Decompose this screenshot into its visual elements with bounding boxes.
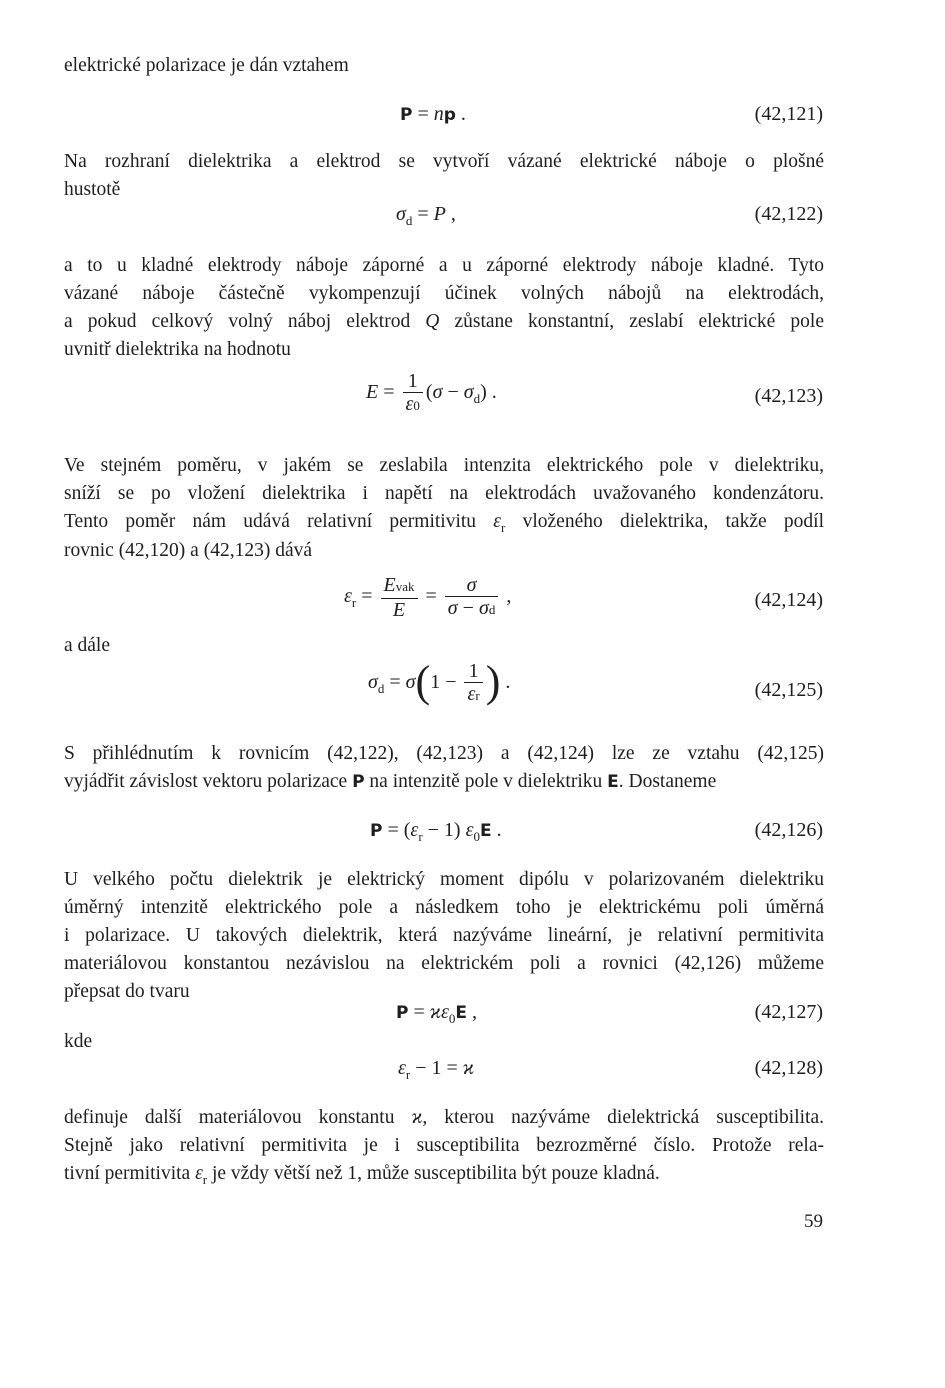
- text-line: tivní permitivita $\varepsilon_r$ je vždy větší než 1, může susceptibilita být pouze kladná.: [64, 1163, 660, 1187]
- equation-body: $\sigma_d = \sigma(1$ − $\frac{1}{\varepsilon r}$ ) .: [368, 656, 511, 706]
- equation-42-124: [0, 574, 945, 634]
- paragraph-text: elektrické polarizace je dán vztahem: [64, 55, 349, 76]
- text-line: U velkého počtu dielektrik je elektrický moment dipólu v polarizovaném dielektriku: [64, 869, 824, 890]
- text-line: úměrný intenzitě elektrického pole a následkem toho je elektrickému poli úměrná: [64, 897, 824, 918]
- paragraph-8: [64, 1028, 824, 1056]
- text-line: Na rozhraní dielektrika a elektrod se vytvoří vázané elektrické náboje o plošné: [64, 151, 824, 172]
- text-line: Tento poměr nám udává relativní permitivitu $\varepsilon_r$ vloženého dielektrika, takže podíl: [64, 511, 824, 535]
- text-line: hustotě: [64, 179, 121, 200]
- text-line: uvnitř dielektrika na hodnotu: [64, 339, 291, 360]
- equation-number: (42,125): [754, 679, 823, 701]
- paragraph-3: [64, 252, 824, 364]
- equation-42-128: [0, 1054, 945, 1094]
- equation-body: $P = ϰ\varepsilon_0E$ ,: [396, 1001, 477, 1026]
- paragraph-9: [64, 1104, 824, 1189]
- equation-number: (42,124): [754, 589, 823, 611]
- equation-number: (42,128): [754, 1057, 823, 1079]
- text-line: sníží se po vložení dielektrika i napětí na elektrodách uvažovaného kondenzátoru.: [64, 483, 824, 504]
- paragraph-4: [64, 452, 824, 565]
- paragraph-7: [64, 866, 824, 1006]
- equation-42-122: [0, 200, 945, 240]
- text-line: definuje další materiálovou konstantu ϰ, kterou nazýváme dielektrická susceptibilita.: [64, 1107, 824, 1128]
- paragraph-text: a dále: [64, 635, 111, 656]
- paragraph-6: [64, 740, 824, 796]
- text-line: rovnic (42,120) a (42,123) dává: [64, 540, 313, 561]
- equation-number: (42,121): [754, 103, 823, 125]
- text-line: a pokud celkový volný náboj elektrod Q zůstane konstantní, zeslabí elektrické pole: [64, 311, 824, 332]
- equation-42-126: [0, 816, 945, 856]
- paragraph-text: kde: [64, 1031, 93, 1052]
- page-number: 59: [804, 1211, 823, 1232]
- text-line: vyjádřit závislost vektoru polarizace P na intenzitě pole v dielektriku E. Dostaneme: [64, 771, 717, 792]
- text-line: S přihlédnutím k rovnicím (42,122), (42,123) a (42,124) lze ze vztahu (42,125): [64, 743, 824, 764]
- equation-42-123: [0, 370, 945, 430]
- text-line: vázané náboje částečně vykompenzují účinek volných nábojů na elektrodách,: [64, 283, 824, 304]
- equation-body: E = $\frac{1}{\varepsilon 0}$ $(\sigma - \sigma_d)$ .: [366, 370, 497, 415]
- equation-number: (42,122): [754, 203, 823, 225]
- text-line: a to u kladné elektrody náboje záporné a u záporné elektrody náboje kladné. Tyto: [64, 255, 824, 276]
- paragraph-5: [64, 632, 824, 660]
- text-line: materiálovou konstantou nezávislou na elektrickém poli a rovnici (42,126) můžeme: [64, 953, 824, 974]
- text-line: Ve stejném poměru, v jakém se zeslabila intenzita elektrického pole v dielektriku,: [64, 455, 824, 476]
- equation-number: (42,123): [754, 385, 823, 407]
- equation-body: P = np .: [400, 103, 466, 125]
- text-line: i polarizace. U takových dielektrik, která nazýváme lineární, je relativní permitivita: [64, 925, 824, 946]
- text-line: přepsat do tvaru: [64, 981, 190, 1002]
- paragraph-1: [64, 52, 824, 80]
- equation-number: (42,127): [754, 1001, 823, 1023]
- equation-body: $\varepsilon_r - 1 = ϰ$: [398, 1057, 475, 1082]
- equation-body: $P = (\varepsilon_r - 1)$ $\varepsilon_0E$ .: [370, 819, 502, 844]
- equation-body: $\varepsilon_r$ = $\frac{\text{Evak}}{E}$ = $\frac{\sigma}{\sigma - \sigma d}$ ,: [344, 574, 512, 621]
- text-line: Stejně jako relativní permitivita je i susceptibilita bezrozměrné číslo. Protože rela-: [64, 1135, 824, 1156]
- equation-number: (42,126): [754, 819, 823, 841]
- paragraph-2: [64, 148, 824, 204]
- equation-42-121: [0, 100, 945, 140]
- equation-42-125: [0, 656, 945, 720]
- equation-body: $\sigma_d = P$ ,: [396, 203, 456, 228]
